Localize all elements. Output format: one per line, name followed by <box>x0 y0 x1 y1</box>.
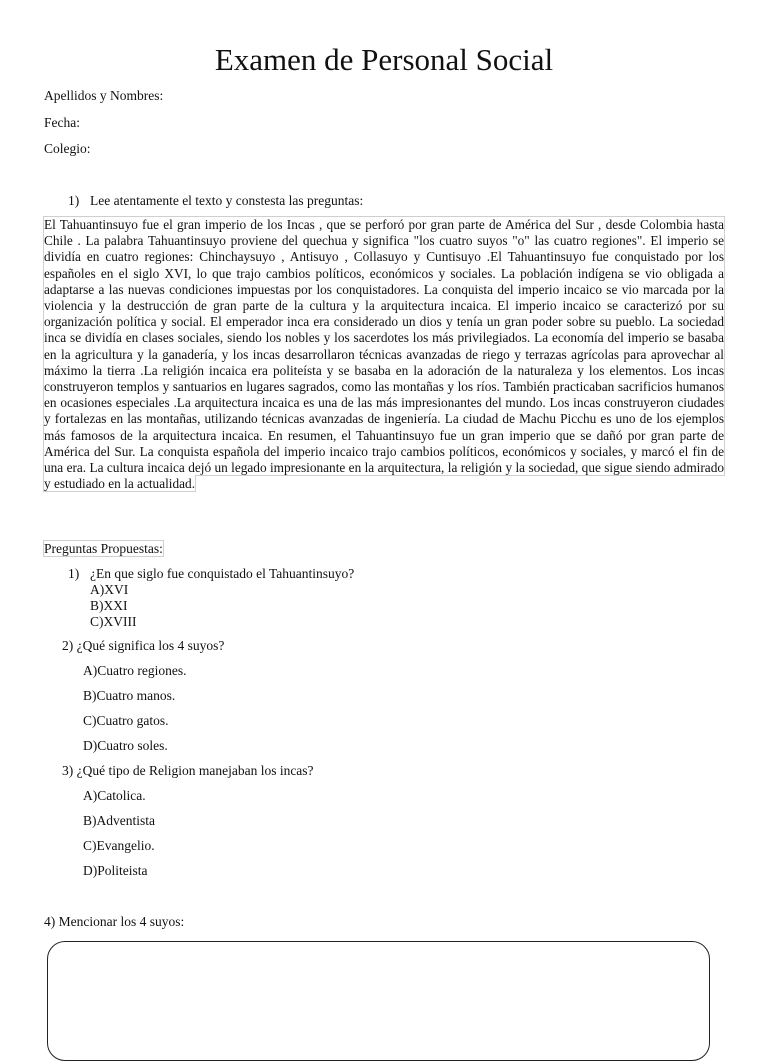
instruction-number: 1) <box>68 193 80 208</box>
questions-heading <box>44 540 163 557</box>
page-title: Examen de Personal Social <box>214 42 554 77</box>
date-field-label: Fecha: <box>44 115 80 130</box>
question-3-option-a: A)Catolica. <box>83 788 146 803</box>
answer-box[interactable] <box>47 941 710 1061</box>
question-3-option-c: C)Evangelio. <box>83 838 155 853</box>
question-1-number: 1) <box>68 566 80 581</box>
question-1-option-c: C)XVIII <box>90 614 137 629</box>
reading-text: El Tahuantinsuyo fue el gran imperio de los Incas , que se perforó por gran parte de América del Sur , desde Colombia hasta Chile . La palabra Tahuantinsuyo proviene del quechua y significa "los cuatro suyos "o" las cuatro regiones". El imperio se dividía en cuatro regiones: Chinchaysuyo , Antisuyo , Collasuyo y Cuntisuyo .El Tahuantinsuyo fue conquistado por los españoles en el siglo XVI, lo que trajo cambios políticos, económicos y sociales. La población indígena se vio obligada a adaptarse a las nuevas condiciones impuestas por los conquistadores. La conquista del imperio incaico se vio marcada por la violencia y la destrucción de gran parte de la cultura y la arquitectura incaica. El imperio incaico se caracterizó por su organización política y social. El emperador inca era considerado un dios y tenía un gran poder sobre su pueblo. La sociedad inca se dividía en clases sociales, siendo los nobles y los sacerdotes los más privilegiados. La economía del imperio se basaba en la agricultura y la ganadería, y los incas desarrollaron técnicas avanzadas de riego y terrazas agrícolas para aprovechar al máximo la tierra .La religión incaica era politeísta y se basaba en la adoración de la naturaleza y los elementos. Los incas construyeron templos y santuarios en lugares sagrados, como las montañas y los ríos. También practicaban sacrificios humanos en ocasiones especiales .La arquitectura incaica es una de las más impresionantes del mundo. Los incas construyeron ciudades y fortalezas en las montañas, utilizando técnicas avanzadas de ingeniería. La ciudad de Machu Picchu es uno de los ejemplos más famosos de la arquitectura incaica. En resumen, el Tahuantinsuyo fue un gran imperio que se dañó por gran parte de América del Sur. La conquista española del imperio incaico trajo cambios políticos, económicos y sociales, y marcó el fin de una era. La cultura incaica dejó un legado impresionante en la arquitectura, la religión y la sociedad, que sigue siendo admirado y estudiado en la actualidad. <box>44 217 724 492</box>
reading-passage <box>44 217 724 492</box>
question-1 <box>68 566 354 630</box>
question-2-option-a: A)Cuatro regiones. <box>83 663 187 678</box>
question-1-text: ¿En que siglo fue conquistado el Tahuantinsuyo? <box>90 566 355 581</box>
question-4: 4) Mencionar los 4 suyos: <box>44 914 185 929</box>
instruction-text: Lee atentamente el texto y constesta las preguntas: <box>90 193 364 208</box>
school-field-label: Colegio: <box>44 141 91 156</box>
question-3-option-d: D)Politeista <box>83 863 148 878</box>
question-3: 3) ¿Qué tipo de Religion manejaban los incas? <box>62 763 314 778</box>
questions-heading-text: Preguntas Propuestas: <box>44 541 163 556</box>
question-2: 2) ¿Qué significa los 4 suyos? <box>62 638 225 653</box>
question-1-option-a: A)XVI <box>90 582 129 597</box>
name-field-label: Apellidos y Nombres: <box>44 88 164 103</box>
question-3-option-b: B)Adventista <box>83 813 155 828</box>
instruction <box>68 192 363 209</box>
question-2-option-c: C)Cuatro gatos. <box>83 713 169 728</box>
question-2-option-b: B)Cuatro manos. <box>83 688 176 703</box>
question-1-option-b: B)XXI <box>90 598 128 613</box>
question-2-option-d: D)Cuatro soles. <box>83 738 168 753</box>
